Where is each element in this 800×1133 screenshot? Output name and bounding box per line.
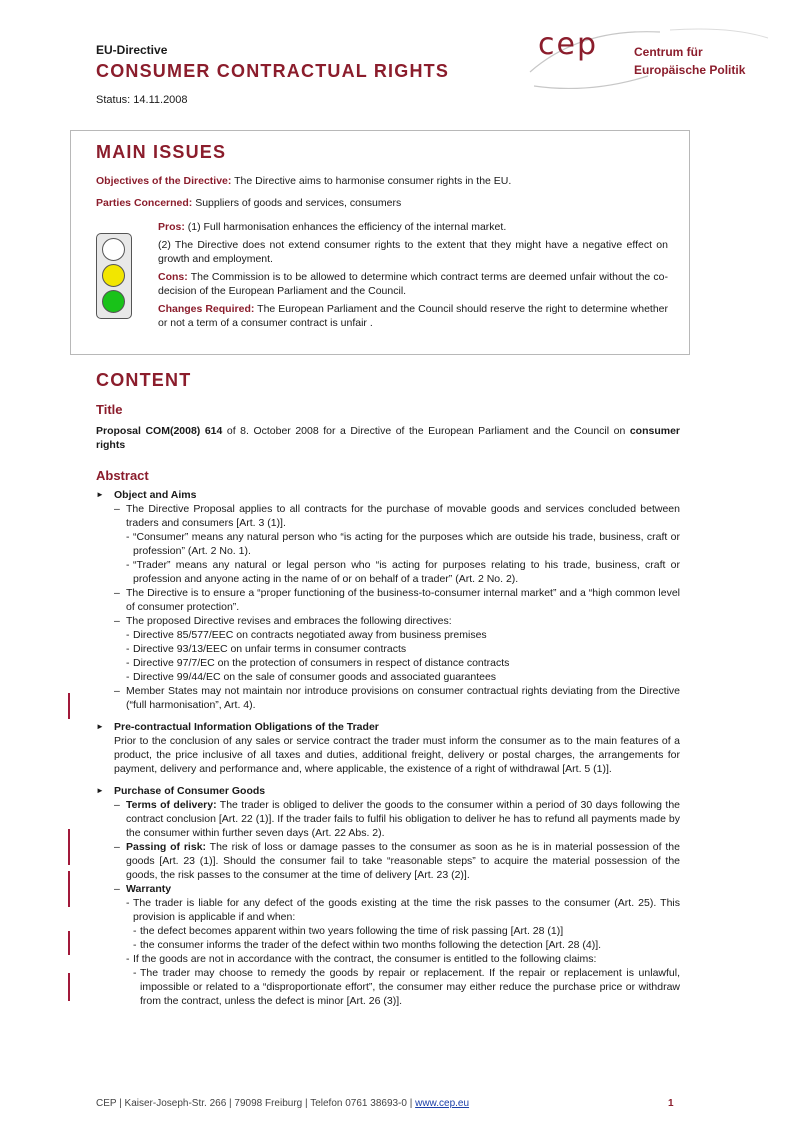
proposal-reference: Proposal COM(2008) 614 xyxy=(96,425,223,437)
change-bar xyxy=(68,871,70,907)
precontract-heading xyxy=(96,720,680,734)
list-item-text: Directive 97/7/EC on the protection of consumers in respect of distance contracts xyxy=(133,657,510,669)
traffic-light-icon xyxy=(96,233,132,319)
list-item-text: The proposed Directive revises and embraces the following directives: xyxy=(126,615,452,627)
changes-label: Changes Required: xyxy=(158,303,255,315)
parties-text: Suppliers of goods and services, consumers xyxy=(192,197,402,209)
parties-line xyxy=(96,196,686,210)
cons-label: Cons: xyxy=(158,271,188,283)
logo-name-line1: Centrum für xyxy=(634,45,703,59)
delivery-text: The trader is obliged to deliver the goods to the consumer within a period of 30 days following the contract conclusion [Art. 22 (1)]. If the trader fails to fulfil his obligation to deliver he has to refund all payments made by the consumer within further seven days (Art. 22 Abs. 2). xyxy=(126,799,680,839)
delivery-label: Terms of delivery: xyxy=(126,799,217,811)
footer xyxy=(96,1097,469,1111)
objectives-label: Objectives of the Directive: xyxy=(96,175,232,187)
list-item: - Directive 99/44/EC on the sale of consumer goods and associated guarantees xyxy=(126,671,497,683)
main-issues-heading: MAIN ISSUES xyxy=(96,142,227,162)
change-bar xyxy=(68,829,70,865)
assessment-block xyxy=(158,220,668,334)
pros-label: Pros: xyxy=(158,221,185,233)
changes-line xyxy=(158,302,668,330)
list-item-text: the consumer informs the trader of the defect within two months following the detection [Art. 28 (4)]. xyxy=(140,939,602,951)
list-item-text: “Trader” means any natural or legal person who “is acting for purposes relating to his trade, business, craft or profession and anyone acting in the name of or on behalf of a trader” (Art. 2 No. 2). xyxy=(133,559,680,585)
traffic-light-yellow-lamp xyxy=(102,264,125,287)
objectives-text: The Directive aims to harmonise consumer rights in the EU. xyxy=(231,175,512,187)
list-item-text: If the goods are not in accordance with the contract, the consumer is entitled to the following claims: xyxy=(133,953,597,965)
abstract-body xyxy=(96,488,680,1008)
object-aims-heading xyxy=(96,488,680,502)
document-status: Status: 14.11.2008 xyxy=(96,94,188,106)
change-bar xyxy=(68,931,70,955)
list-item-text: Directive 85/577/EEC on contracts negotiated away from business premises xyxy=(133,629,487,641)
risk-text: The risk of loss or damage passes to the consumer as soon as he is in material possession of the goods [Art. 23 (1)]. Should the consumer fail to take “reasonable steps” to acquire the material possession of the goods, the risk passes to the consumer at the time of delivery [Art. 23 (2)]. xyxy=(126,841,680,881)
cons-line xyxy=(158,270,668,298)
list-item: - Directive 85/577/EEC on contracts negotiated away from business premises xyxy=(126,629,487,641)
pros-line xyxy=(158,220,668,234)
list-item: – The Directive is to ensure a “proper functioning of the business-to-consumer internal market” and a “high common level of consumer protection”. xyxy=(114,587,680,613)
traffic-light-green-lamp xyxy=(102,290,125,313)
list-item: - Directive 93/13/EEC on unfair terms in consumer contracts xyxy=(126,643,407,655)
purchase-heading xyxy=(96,784,680,798)
change-bar xyxy=(68,693,70,719)
traffic-light-white-lamp xyxy=(102,238,125,261)
bullet-triangle-icon: ► xyxy=(96,786,104,795)
precontract-label: Pre-contractual Information Obligations of the Trader xyxy=(114,721,379,733)
objectives-line xyxy=(96,174,686,188)
logo-text: cep xyxy=(538,27,598,62)
object-aims-label: Object and Aims xyxy=(114,489,197,501)
purchase-label: Purchase of Consumer Goods xyxy=(114,785,266,797)
changes-text: The European Parliament and the Council should reserve the right to determine whether or not a term of a consumer contract is unfair . xyxy=(158,303,668,329)
risk-label: Passing of risk: xyxy=(126,841,207,853)
proposal-description: of 8. October 2008 for a Directive of the European Parliament and the Council on xyxy=(222,425,630,437)
proposal-text xyxy=(96,424,680,452)
logo-name-line2: Europäische Politik xyxy=(634,63,746,77)
change-bar xyxy=(68,973,70,1001)
precontract-text: Prior to the conclusion of any sales or service contract the trader must inform the consumer as to the main features of a product, the price inclusive of all taxes and duties, additional freight, delivery or postal charges, the arrangements for payment, delivery and performance and, where applicable, the existence of a right of withdrawal [Art. 5 (1)]. xyxy=(114,735,680,775)
list-item: – The Directive Proposal applies to all contracts for the purchase of movable goods and services concluded between traders and consumers [Art. 3 (1)]. xyxy=(114,503,680,529)
list-item-text: Directive 93/13/EEC on unfair terms in consumer contracts xyxy=(133,643,407,655)
list-item: – The proposed Directive revises and embraces the following directives: xyxy=(114,615,452,627)
list-item: - “Trader” means any natural or legal person who “is acting for purposes relating to his trade, business, craft or profession and anyone acting in the name of or on behalf of a trader” (Art. 2 No. 2). xyxy=(126,559,680,585)
abstract-heading: Abstract xyxy=(96,468,149,483)
document-type: EU-Directive xyxy=(96,43,168,57)
cons-text: The Commission is to be allowed to determine which contract terms are deemed unfair without the co-decision of the European Parliament and the Council. xyxy=(158,271,668,297)
footer-website-link[interactable]: www.cep.eu xyxy=(415,1098,470,1109)
list-item-text: “Consumer” means any natural person who “is acting for the purposes which are outside his trade, business, craft or profession” (Art. 2 No. 1). xyxy=(133,531,680,557)
list-item: – Member States may not maintain nor introduce provisions on consumer contractual rights deviating from the Directive (“full harmonisation”, Art. 4). xyxy=(114,685,680,711)
content-heading: CONTENT xyxy=(96,370,192,390)
list-item-text: Member States may not maintain nor introduce provisions on consumer contractual rights deviating from the Directive (“full harmonisation”, Art. 4). xyxy=(126,685,680,711)
list-item-text: The Directive is to ensure a “proper functioning of the business-to-consumer internal market” and a “high common level of consumer protection”. xyxy=(126,587,680,613)
list-item: - “Consumer” means any natural person who “is acting for the purposes which are outside his trade, business, craft or profession” (Art. 2 No. 1). xyxy=(126,531,680,557)
bullet-triangle-icon: ► xyxy=(96,490,104,499)
proposal-subject: consumer rights xyxy=(96,425,680,451)
list-item: - the consumer informs the trader of the defect within two months following the detection [Art. 28 (4)]. xyxy=(133,939,602,951)
list-item: - The trader is liable for any defect of the goods existing at the time the risk passes to the consumer (Art. 25). This provision is applicable if and when: xyxy=(126,897,680,923)
list-item-text: The trader may choose to remedy the goods by repair or replacement. If the repair or replacement is unlawful, impossible or related to a “disproportionate effort”, the consumer may either reduce the purchase price or withdraw from the contract, unless the defect is minor [Art. 26 (3)]. xyxy=(140,967,680,1007)
list-item: - If the goods are not in accordance with the contract, the consumer is entitled to the following claims: xyxy=(126,953,597,965)
warranty-label: Warranty xyxy=(126,883,172,895)
pros-2-text: (2) The Directive does not extend consumer rights to the extent that they might have a negative effect on growth and employment. xyxy=(158,239,668,265)
list-item: - The trader may choose to remedy the goods by repair or replacement. If the repair or replacement is unlawful, impossible or related to a “disproportionate effort”, the consumer may either reduce the purchase price or withdraw from the contract, unless the defect is minor [Art. 26 (3)]. xyxy=(133,967,680,1007)
title-heading: Title xyxy=(96,402,123,417)
list-item-text: Directive 99/44/EC on the sale of consumer goods and associated guarantees xyxy=(133,671,497,683)
list-item-text: The trader is liable for any defect of the goods existing at the time the risk passes to the consumer (Art. 25). This provision is applicable if and when: xyxy=(133,897,680,923)
pros-text: (1) Full harmonisation enhances the efficiency of the internal market. xyxy=(184,221,507,233)
list-item-text: The Directive Proposal applies to all contracts for the purchase of movable goods and services concluded between traders and consumers [Art. 3 (1)]. xyxy=(126,503,680,529)
bullet-triangle-icon: ► xyxy=(96,722,104,731)
footer-address: CEP | Kaiser-Joseph-Str. 266 | 79098 Freiburg | Telefon 0761 38693-0 | xyxy=(96,1098,416,1109)
page-number: 1 xyxy=(668,1098,674,1109)
list-item: – Terms of delivery: The trader is obliged to deliver the goods to the consumer within a period of 30 days following the contract conclusion [Art. 22 (1)]. If the trader fails to fulfil his obligation to deliver he has to refund all payments made by the consumer within further seven days (Art. 22 Abs. 2). xyxy=(114,799,680,839)
list-item-text: the defect becomes apparent within two years following the time of risk passing [Art. 28 (1)] xyxy=(140,925,564,937)
list-item: – Passing of risk: The risk of loss or damage passes to the consumer as soon as he is in material possession of the goods [Art. 23 (1)]. Should the consumer fail to take “reasonable steps” to acquire the material possession of the goods, the risk passes to the consumer at the time of delivery [Art. 23 (2)]. xyxy=(114,841,680,881)
list-item: - Directive 97/7/EC on the protection of consumers in respect of distance contracts xyxy=(126,657,510,669)
list-item: - the defect becomes apparent within two years following the time of risk passing [Art. 28 (1)] xyxy=(133,925,564,937)
document-title: CONSUMER CONTRACTUAL RIGHTS xyxy=(96,61,450,81)
parties-label: Parties Concerned: xyxy=(96,197,193,209)
list-item: – Warranty xyxy=(114,883,172,895)
